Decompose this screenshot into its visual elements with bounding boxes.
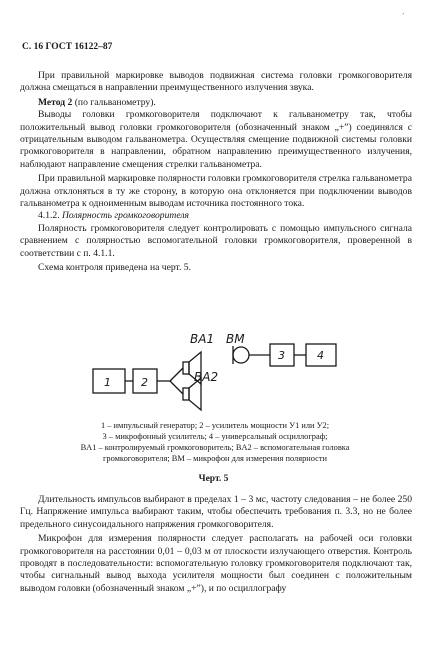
wire-to-ba1	[170, 368, 183, 381]
section-number: 4.1.2.	[38, 210, 62, 222]
block-1-label: 1	[104, 376, 111, 389]
page-header: С. 16 ГОСТ 16122–87	[22, 42, 113, 52]
caption-line-3: BA1 – контролируемый громкоговоритель; BA2 – вспомогательная головка	[80, 443, 350, 452]
section-title: Полярность громкоговорителя	[61, 210, 189, 222]
paragraph-polarity-control: Полярность громкоговорителя следует контролировать с помощью импульсного сигнала сравнением с полярностью вспомогательной головки громкоговорителя, проверенной в соответствии с п. 4.1.1.	[20, 222, 412, 259]
method-title: Метод 2	[38, 96, 73, 108]
speaker-ba1-body	[183, 362, 189, 374]
caption-line-2: 3 – микрофонный усилитель; 4 – универсальный осциллограф;	[102, 432, 328, 441]
paragraph-schema-ref: Схема контроля приведена на черт. 5.	[38, 262, 191, 274]
block-3-label: 3	[278, 349, 285, 362]
paragraph-correct-marking: При правильной маркировке полярности головки громкоговорителя стрелка гальванометра должна отклоняться в ту же сторону, в которую она отклоняется при подключении выводов гальванометра к одноименным выводам источника постоянного тока.	[20, 173, 412, 210]
speaker-ba2-body	[183, 388, 189, 400]
paragraph-pulse-duration: Длительность импульсов выбирают в пределах 1 – 3 мс, частоту следования – не более 250 Гц. Напряжение импульса выбирают таким, чтобы обеспечить требования п. 3.3, но не более предельного синусоидального напряжения громкоговорителя.	[20, 494, 412, 530]
figure-label: Черт. 5	[198, 474, 229, 484]
block-4-label: 4	[317, 349, 324, 362]
paragraph-galvanometer: Выводы головки громкоговорителя подключают к гальванометру так, чтобы положительный вывод головки громкоговорителя (обозначенный знаком „+”) соединялся с отрицательным выводом гальванометра. Осуществляя смещение подвижной системы головки громкоговорителя в направлении, обратном направлению преимущественного излучения, наблюдают направление смещения стрелки гальванометра.	[20, 109, 412, 170]
caption-line-4: громкоговорителя; BM – микрофон для измерения полярности	[102, 454, 327, 463]
paragraph-microphone-placement: Микрофон для измерения полярности следует располагать на рабочей оси головки громкоговорителя на расстоянии 0,01 – 0,03 м от плоскости излучающего отверстия. Контроль проводят в последовательности: вспомогательную головку громкоговорителя подключают так, чтобы сигнальный вывод выхода усилителя мощности был соединен с положительным выводом головки (обозначенный знаком „+”), и по осциллографу	[20, 533, 412, 594]
block-2-label: 2	[141, 376, 148, 389]
bm-label: BM	[226, 332, 245, 346]
corner-mark: ’	[402, 12, 405, 20]
paragraph-marking-direction: При правильной маркировке выводов подвижная система головки громкоговорителя должна смещаться в направлении преимущественного излучения звука.	[20, 70, 412, 94]
caption-line-1: 1 – импульсный генератор; 2 – усилитель мощности У1 или У2;	[100, 421, 330, 430]
ba1-label: BA1	[190, 332, 215, 346]
text-block-bottom	[20, 494, 412, 595]
method-subtitle: (по гальванометру).	[72, 96, 156, 108]
microphone-bm	[233, 347, 249, 363]
wire-to-ba2	[170, 381, 183, 394]
figure-caption	[50, 420, 380, 464]
ba2-label: BA2	[194, 370, 219, 384]
